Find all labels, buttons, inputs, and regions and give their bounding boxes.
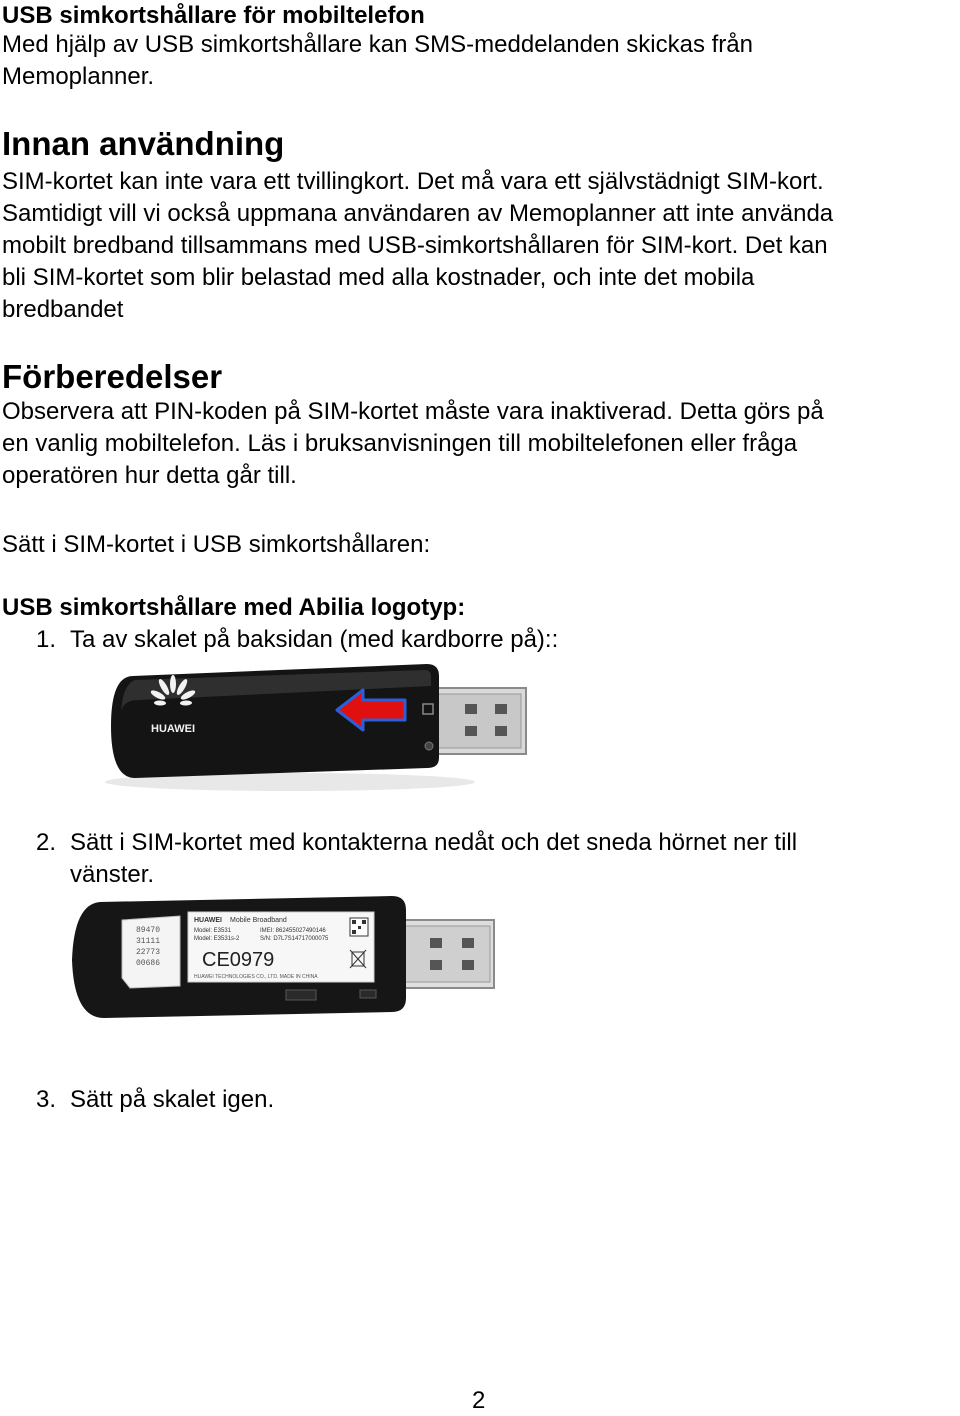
intro-line-1: Med hjälp av USB simkortshållare kan SMS-meddelanden skickas från bbox=[2, 31, 753, 58]
step-2-number: 2. bbox=[36, 829, 57, 856]
label-brand: HUAWEI bbox=[194, 917, 222, 924]
page-number: 2 bbox=[472, 1387, 486, 1414]
section-heading-innan: Innan användning bbox=[2, 125, 285, 162]
sim-number-4: 00686 bbox=[136, 959, 161, 968]
label-footer: HUAWEI TECHNOLOGIES CO., LTD. MADE IN CHINA bbox=[194, 974, 318, 980]
product-label bbox=[188, 912, 374, 982]
step-2-text-line-1: Sätt i SIM-kortet med kontakterna nedåt och det sneda hörnet ner till bbox=[70, 829, 798, 856]
label-model-2: Model: E3531s-2 bbox=[194, 936, 240, 942]
sim-number-3: 22773 bbox=[136, 948, 161, 957]
section-innan-line-3: mobilt bredband tillsammans med USB-simkortshållaren för SIM-kort. Det kan bbox=[2, 232, 828, 259]
section-heading-forberedelser: Förberedelser bbox=[2, 358, 223, 395]
huawei-brand-text: HUAWEI bbox=[151, 723, 195, 735]
sim-card bbox=[122, 916, 180, 988]
dongle-back-photo bbox=[60, 890, 500, 1025]
dongle-front-photo bbox=[105, 660, 535, 795]
section-innan-line-4: bli SIM-kortet som blir belastad med alla kostnader, och inte det mobila bbox=[2, 264, 755, 291]
step-2-text-line-2: vänster. bbox=[70, 861, 155, 888]
label-product: Mobile Broadband bbox=[230, 917, 287, 924]
section-innan-line-2: Samtidigt vill vi också uppmana användaren av Memoplanner att inte använda bbox=[2, 200, 834, 227]
sim-number-1: 89470 bbox=[136, 926, 161, 935]
section-forb-line-1: Observera att PIN-koden på SIM-kortet måste vara inaktiverad. Detta görs på bbox=[2, 398, 824, 425]
section-forb-line-2: en vanlig mobiltelefon. Läs i bruksanvisningen till mobiltelefonen eller fråga bbox=[2, 430, 798, 457]
label-model: Model: E3531 bbox=[194, 928, 232, 934]
step-3-text: Sätt på skalet igen. bbox=[70, 1086, 275, 1113]
label-ce-mark: CE0979 bbox=[202, 949, 275, 971]
label-sn: S/N: D7L7S14717000075 bbox=[260, 936, 329, 942]
section-forb-line-3: operatören hur detta går till. bbox=[2, 462, 297, 489]
insert-instruction: Sätt i SIM-kortet i USB simkortshållaren: bbox=[2, 531, 431, 558]
step-1-number: 1. bbox=[36, 626, 57, 653]
sim-number-2: 31111 bbox=[136, 937, 161, 946]
doc-title: USB simkortshållare för mobiltelefon bbox=[2, 2, 425, 29]
label-imei: IMEI: 862455027490146 bbox=[260, 928, 326, 934]
usb-connector bbox=[430, 688, 526, 754]
step-3-number: 3. bbox=[36, 1086, 57, 1113]
subheading-abilia: USB simkortshållare med Abilia logotyp: bbox=[2, 594, 466, 621]
section-innan-line-5: bredbandet bbox=[2, 296, 124, 323]
step-1-text: Ta av skalet på baksidan (med kardborre på):: bbox=[70, 626, 559, 653]
section-innan-line-1: SIM-kortet kan inte vara ett tvillingkort. Det må vara ett självstädnigt SIM-kort. bbox=[2, 168, 824, 195]
usb-connector-back bbox=[396, 920, 494, 988]
intro-line-2: Memoplanner. bbox=[2, 63, 155, 90]
